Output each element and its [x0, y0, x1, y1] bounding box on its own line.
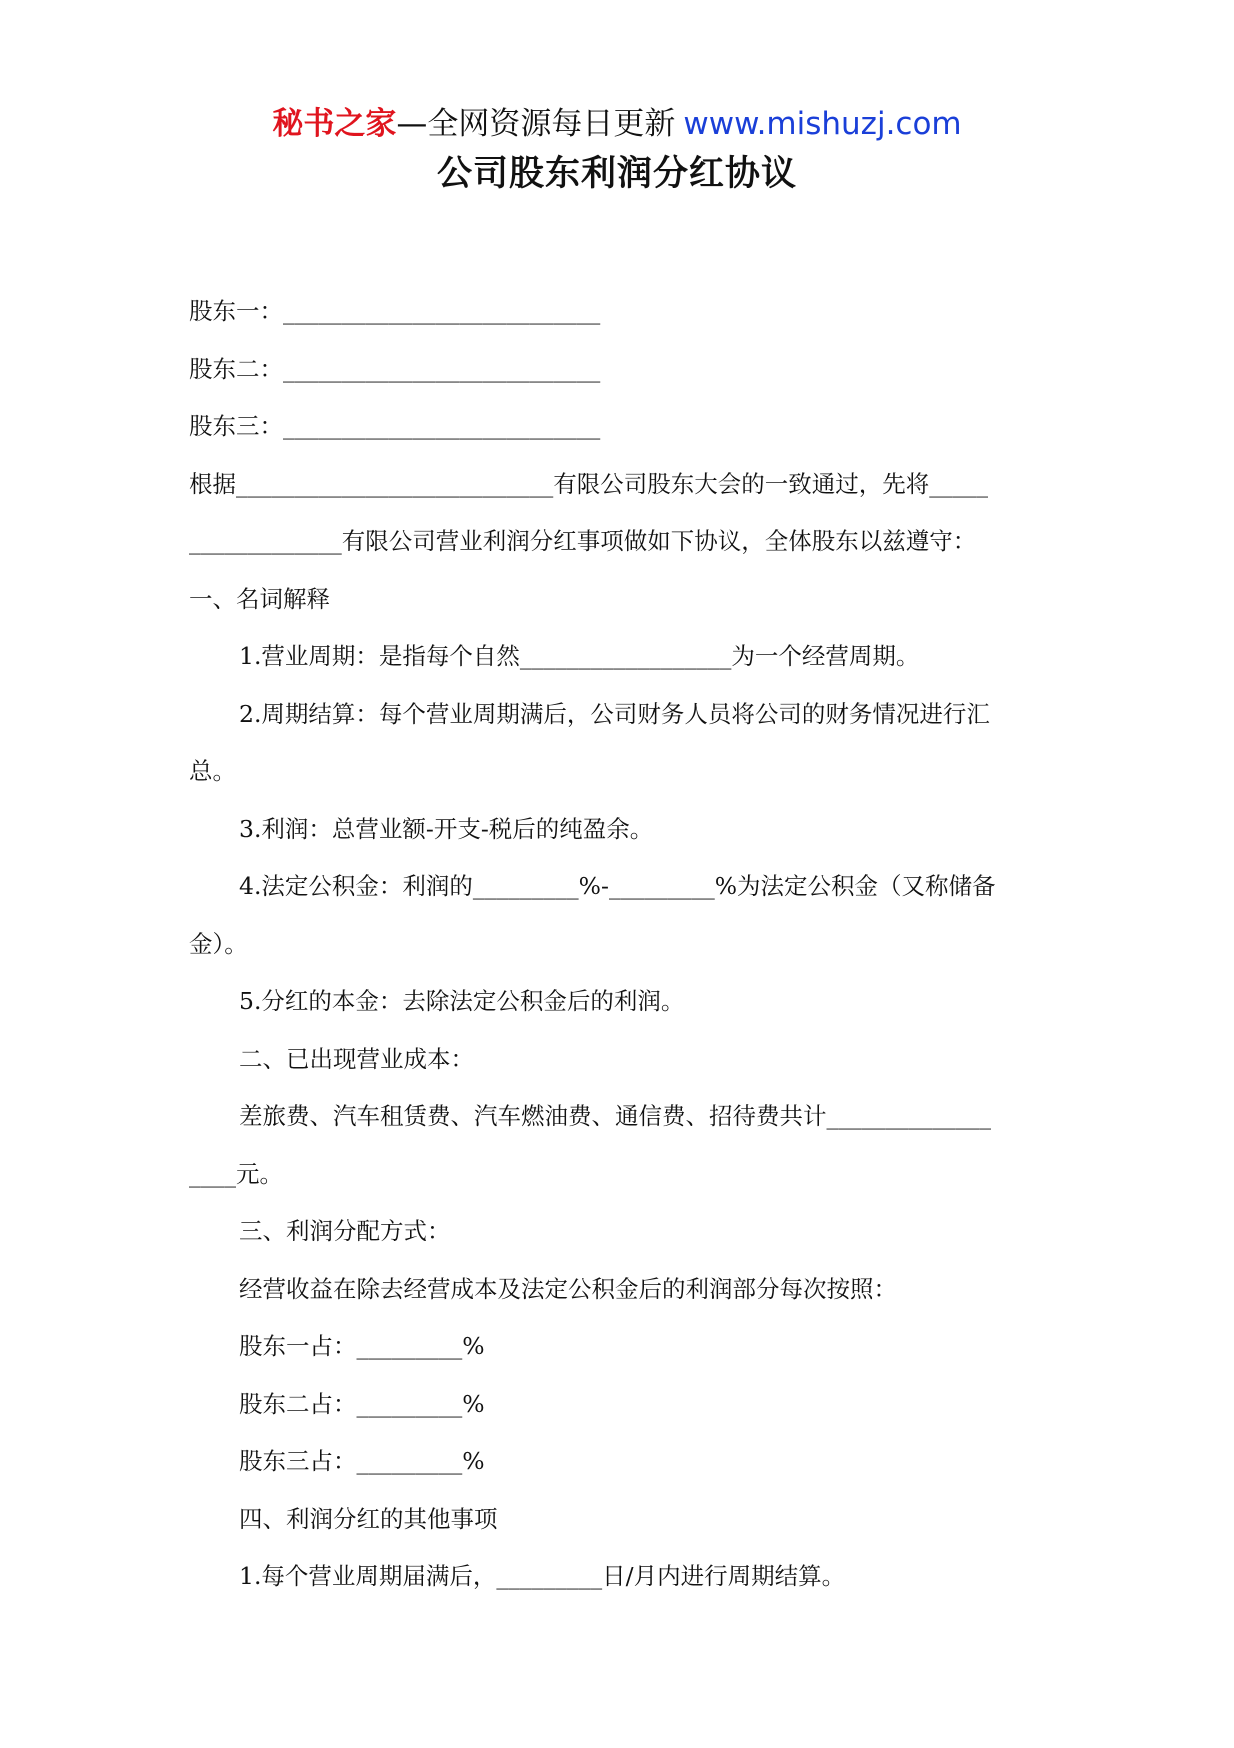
site-url[interactable]: www.mishuzj.com [683, 106, 962, 142]
paragraph-line: 4.法定公积金：利润的_________%-_________%为法定公积金（又称储备 [239, 872, 996, 900]
paragraph-line: 股东二：___________________________ [189, 354, 601, 383]
paragraph-line: 金）。 [189, 929, 248, 958]
agreement-body [189, 283, 1045, 1606]
site-banner [0, 104, 1234, 144]
paragraph-line: 1.每个营业周期届满后，_________日/月内进行周期结算。 [239, 1562, 846, 1590]
paragraph-line: 股东一占：_________% [239, 1332, 485, 1360]
paragraph-line: 一、名词解释 [189, 584, 330, 613]
document-title: 公司股东利润分红协议 [436, 153, 797, 194]
paragraph-line: 总。 [189, 757, 236, 785]
paragraph-line: 5.分红的本金：去除法定公积金后的利润。 [239, 987, 685, 1015]
paragraph-line: 四、利润分红的其他事项 [239, 1504, 498, 1533]
paragraph-line: 股东二占：_________% [239, 1389, 485, 1418]
paragraph-line: 股东三：___________________________ [189, 412, 601, 440]
paragraph-line: 经营收益在除去经营成本及法定公积金后的利润部分每次按照： [239, 1274, 897, 1303]
paragraph-line: ____元。 [189, 1159, 283, 1188]
paragraph-line: _____________有限公司营业利润分红事项做如下协议，全体股东以兹遵守： [189, 527, 977, 555]
paragraph-line: 差旅费、汽车租赁费、汽车燃油费、通信费、招待费共计______________ [239, 1102, 991, 1130]
brand-slogan: —全网资源每日更新 [396, 106, 676, 142]
paragraph-line: 股东三占：_________% [239, 1447, 485, 1475]
paragraph-line: 三、利润分配方式： [239, 1217, 451, 1245]
paragraph-line: 3.利润：总营业额-开支-税后的纯盈余。 [239, 814, 654, 843]
brand-name: 秘书之家 [272, 106, 397, 142]
paragraph-line: 1.营业周期：是指每个自然__________________为一个经营周期。 [239, 642, 920, 670]
paragraph-line: 二、已出现营业成本： [239, 1044, 474, 1073]
paragraph-line: 根据___________________________有限公司股东大会的一致通过，先将_____ [189, 469, 988, 498]
paragraph-line: 股东一：___________________________ [189, 297, 601, 325]
paragraph-line: 2.周期结算：每个营业周期满后，公司财务人员将公司的财务情况进行汇 [239, 699, 990, 728]
